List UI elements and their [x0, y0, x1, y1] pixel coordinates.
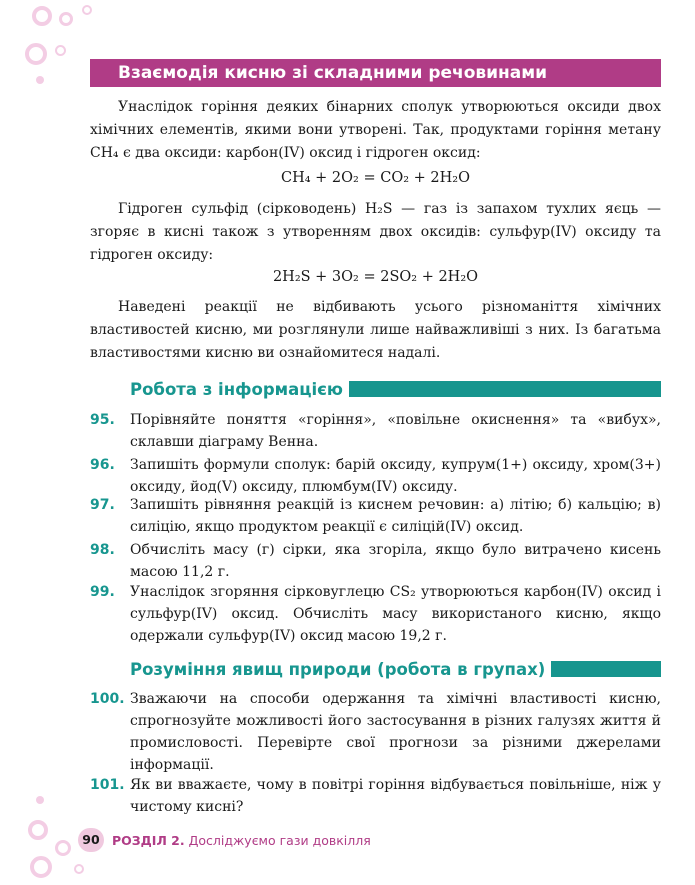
decor-circle: [36, 796, 44, 804]
decor-circle: [74, 864, 84, 874]
section-bar: [349, 381, 661, 397]
task-text: Запишіть формули сполук: барій оксиду, купрум(1+) оксиду, хром(3+) оксиду, йод(V) оксиду, плюмбум(IV) оксиду.: [130, 457, 661, 495]
task-text: Унаслідок згоряння сірковуглецю CS₂ утворюються карбон(IV) оксид і сульфур(IV) оксид. Обчисліть масу використаного кисню, якщо одержали сульфур(IV) оксид масою 19,2 г.: [130, 584, 661, 644]
chapter-label: РОЗДІЛ 2.: [112, 832, 185, 848]
task-101: [90, 774, 661, 818]
decor-circle: [28, 820, 48, 840]
task-number: 96.: [90, 457, 115, 473]
task-96: [90, 454, 661, 498]
task-text: Зважаючи на способи одержання та хімічні властивості кисню, спрогнозуйте можливості його застосування в різних галузях життя й промисловості. Перевірте свої прогнози за різними джерелами інформації.: [130, 691, 661, 773]
paragraph-hydrogen-sulfide: Гідроген сульфід (сірководень) H₂S — газ із запахом тухлих яєць — згоряє в кисні також з утворенням двох оксидів: сульфур(IV) оксиду та гідроген оксиду:: [90, 201, 661, 263]
task-99: [90, 581, 661, 647]
task-number: 98.: [90, 542, 115, 558]
section-bar: [551, 661, 661, 677]
page-footer: [78, 828, 371, 852]
equation-hydrogen-sulfide: 2H₂S + 3O₂ = 2SO₂ + 2H₂O: [272, 269, 479, 285]
chapter-title: Досліджуємо гази довкілля: [188, 832, 371, 848]
task-text: Запишіть рівняння реакцій із киснем речовин: а) літію; б) кальцію; в) силіцію, якщо продуктом реакції є силіцій(IV) оксид.: [130, 497, 661, 535]
section-heading-information: [130, 378, 661, 400]
decor-circle: [59, 12, 73, 26]
decor-circle: [30, 856, 52, 878]
page-number: 90: [78, 828, 104, 852]
decor-circle: [36, 76, 44, 84]
task-number: 101.: [90, 777, 125, 793]
decor-circle: [82, 5, 92, 15]
task-number: 97.: [90, 497, 115, 513]
task-100: [90, 688, 661, 776]
decor-circle: [25, 43, 47, 65]
section-title: Робота з інформацією: [130, 379, 343, 399]
paragraph-methane: Унаслідок горіння деяких бінарних сполук утворюються оксиди двох хімічних елементів, якими вони утворені. Так, продуктами горіння метану CH₄ є два оксиди: карбон(IV) оксид і гідроген оксид:: [90, 99, 661, 161]
section-heading-nature: [130, 658, 661, 680]
paragraph-conclusion: Наведені реакції не відбивають усього різноманіття хімічних властивостей кисню, ми розглянули лише найважливіші з них. Із багатьма властивостями кисню ви ознайомитеся надалі.: [90, 299, 661, 361]
section-title: Розуміння явищ природи (робота в групах): [130, 659, 546, 679]
task-text: Порівняйте поняття «горіння», «повільне окиснення» та «вибух», склавши діаграму Венна.: [130, 412, 661, 450]
task-97: [90, 494, 661, 538]
decor-circle: [55, 45, 66, 56]
task-number: 100.: [90, 691, 125, 707]
task-number: 95.: [90, 412, 115, 428]
task-95: [90, 409, 661, 453]
decor-circle: [32, 6, 52, 26]
section-banner: Взаємодія кисню зі складними речовинами: [90, 59, 661, 87]
decor-circle: [55, 840, 71, 856]
task-text: Обчисліть масу (г) сірки, яка згоріла, якщо було витрачено кисень масою 11,2 г.: [130, 542, 661, 580]
task-text: Як ви вважаєте, чому в повітрі горіння відбувається повільніше, ніж у чистому кисні?: [130, 777, 661, 815]
task-number: 99.: [90, 584, 115, 600]
task-98: [90, 539, 661, 583]
equation-methane: CH₄ + 2O₂ = CO₂ + 2H₂O: [281, 170, 470, 186]
